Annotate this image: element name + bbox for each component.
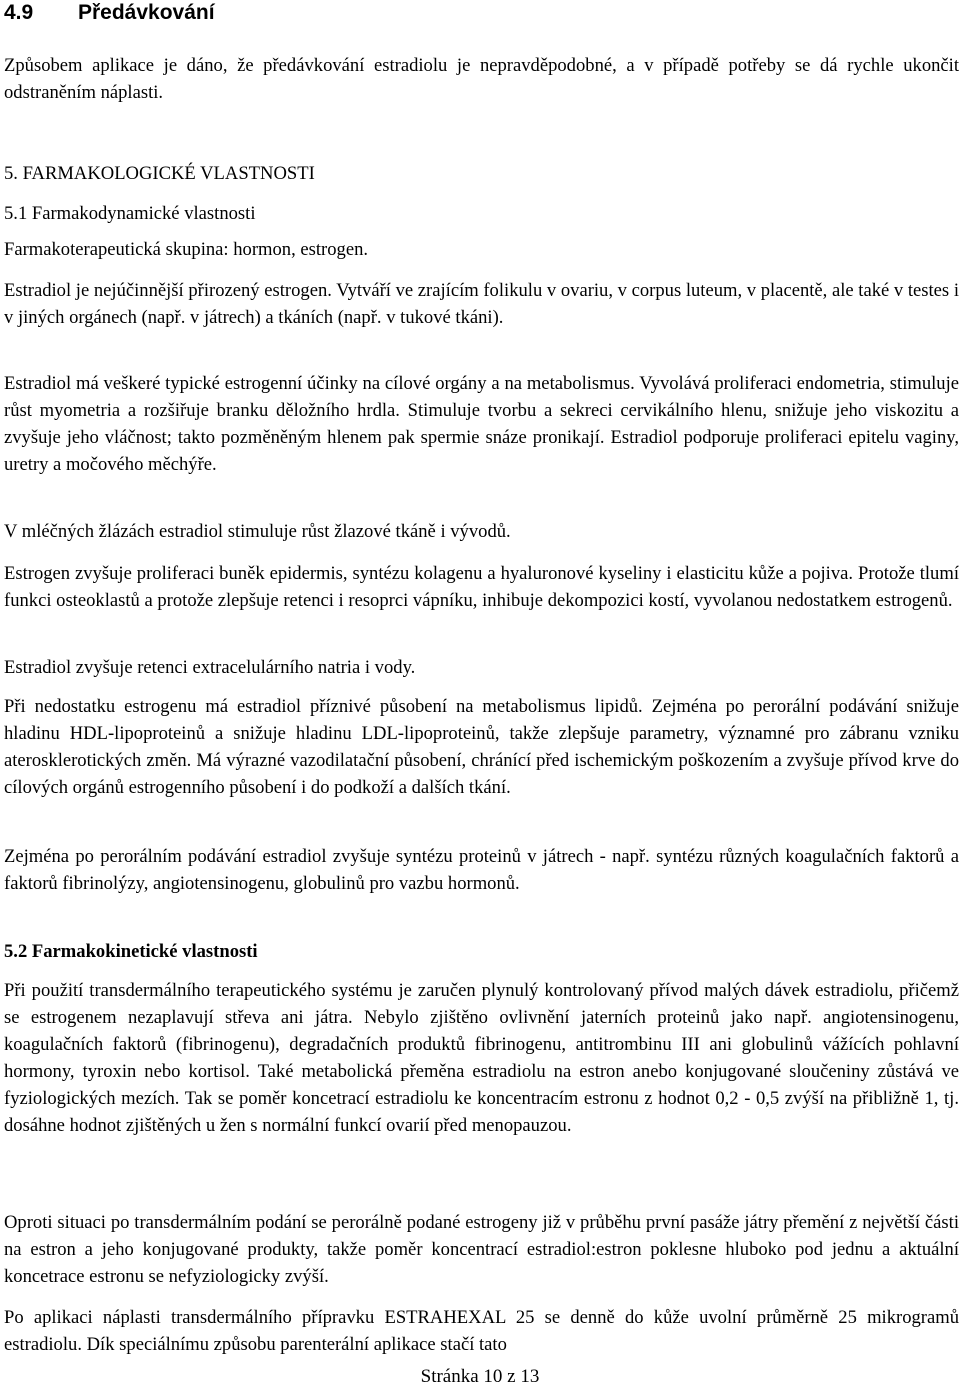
paragraph-transdermal-system: Při použití transdermálního terapeutického systému je zaručen plynulý kontrolovaný přívod malých dávek estradiolu, přičemž se estrogenem nezaplavují střeva ani játra. Nebylo zjištěno ovlivnění jaterních proteinů jako např. angiotensinogenu, koagulačních faktorů (fibrinogenu), degradačních produktů fibrinogenu, antitrombinu III ani globulinů vážících pohlavní hormony, tyroxin nebo kortisol. Také metabolická přeměna estradiolu na estron anebo konjugované sloučeniny zůstává ve fyziologických mezích. Tak se poměr koncetrací estradiolu ke koncentracím estronu z hodnot 0,2 - 0,5 zvýší na přibližně 1, tj. dosáhne hodnot zjištěných u žen s normální funkcí ovarií před menopauzou. (4, 980, 959, 1136)
paragraph-liver-proteins: Zejména po perorálním podávání estradiol zvyšuje syntézu proteinů v játrech - např. syntézu různých koagulačních faktorů a faktorů fibrinolýzy, angiotensinogenu, globulinů pro vazbu hormonů. (4, 846, 959, 894)
heading-pharmacokinetic-properties: 5.2 Farmakokinetické vlastnosti (4, 941, 258, 962)
section-number: 4.9 (4, 1, 34, 24)
paragraph-estrahexal: Po aplikaci náplasti transdermálního přípravku ESTRAHEXAL 25 se denně do kůže uvolní průměrně 25 mikrogramů estradiolu. Dík speciálnímu způsobu parenterální aplikace stačí tato (4, 1307, 959, 1355)
page-footer: Stránka 10 z 13 (420, 1366, 540, 1387)
pharmacotherapeutic-group: Farmakoterapeutická skupina: hormon, estrogen. (4, 239, 369, 260)
paragraph-oral-administration: Oproti situaci po transdermálním podání se perorálně podané estrogeny již v průběhu první pasáže játry přemění z největší části na estron a jeho konjugované produkty, takže poměr koncentrací estradiol:estron poklesne hluboko pod jednu a aktuální koncetrace estronu se nefyziologicky zvýší. (4, 1212, 959, 1287)
paragraph-lipid-metabolism: Při nedostatku estrogenu má estradiol příznivé působení na metabolismus lipidů. Zejména po perorální podávání snižuje hladinu HDL-lipoproteinů a snižuje hladinu LDL-lipoproteinů, takže zlepšuje parametry, významné pro zábranu vzniku aterosklerotických změn. Má výrazné vazodilatační působení, chránící před ischemickým poškozením a zvyšuje přívod krve do cílových orgánů estrogenního působení i do podkoží a dalších tkání. (4, 696, 959, 798)
overdose-paragraph: Způsobem aplikace je dáno, že předávkování estradiolu je nepravděpodobné, a v případě potřeby se dá rychle ukončit odstraněním náplasti. (4, 55, 959, 103)
section-heading-4-9 (4, 0, 215, 26)
paragraph-epidermis: Estrogen zvyšuje proliferaci buněk epidermis, syntézu kolagenu a hyaluronové kyseliny i elasticitu kůže a pojiva. Protože tlumí funkci osteoklastů a protože zlepšuje retenci i resoprci vápníku, inhibuje dekompozici kostí, vyvolanou nedostatkem estrogenů. (4, 563, 959, 611)
section-title: Předávkování (78, 1, 215, 24)
heading-pharmacological-properties: 5. FARMAKOLOGICKÉ VLASTNOSTI (4, 163, 315, 184)
paragraph-sodium-retention: Estradiol zvyšuje retenci extracelulárního natria i vody. (4, 657, 416, 678)
paragraph-estradiol-intro: Estradiol je nejúčinnější přirozený estrogen. Vytváří ve zrajícím folikulu v ovariu, v corpus luteum, v placentě, ale také v testes i v jiných orgánech (např. v játrech) a tkáních (např. v tukové tkáni). (4, 280, 959, 328)
paragraph-mammary-glands: V mléčných žlázách estradiol stimuluje růst žlazové tkáně i vývodů. (4, 521, 511, 542)
heading-pharmacodynamic-properties: 5.1 Farmakodynamické vlastnosti (4, 203, 256, 224)
paragraph-estradiol-effects: Estradiol má veškeré typické estrogenní účinky na cílové orgány a na metabolismus. Vyvolává proliferaci endometria, stimuluje růst myometria a rozšiřuje branku děložního hrdla. Stimuluje tvorbu a sekreci cervikálního hlenu, snižuje jeho viskozitu a zvyšuje jeho vláčnost; takto pozměněným hlenem pak spermie snáze pronikají. Estradiol podporuje proliferaci epitelu vaginy, uretry a močového měchýře. (4, 373, 959, 475)
